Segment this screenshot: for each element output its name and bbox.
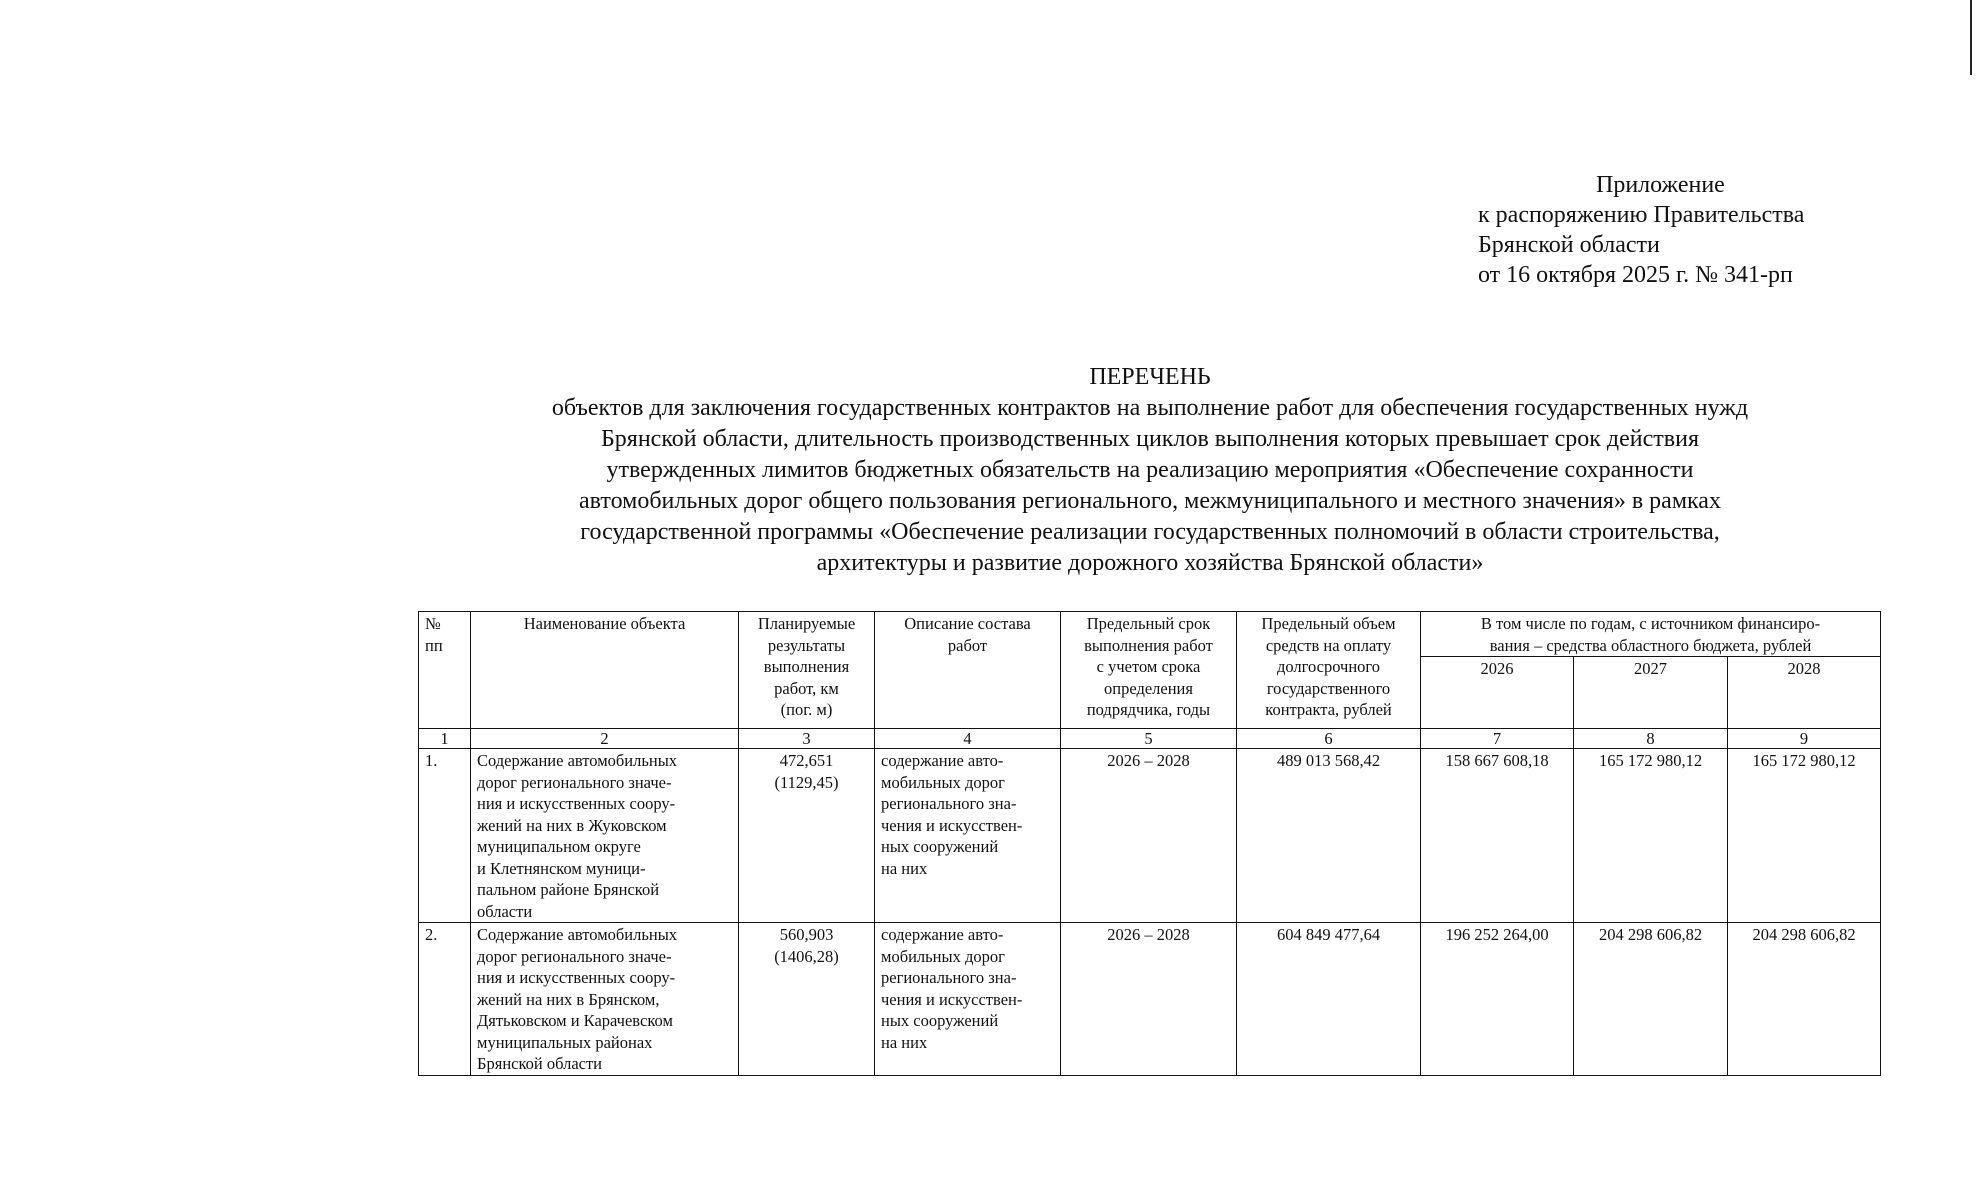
- row-work-description: содержание авто- мобильных дорог регионального зна- чения и искусствен- ных сооружений на них: [875, 749, 1061, 923]
- column-number: 7: [1421, 729, 1574, 749]
- header-year-2026: 2026: [1421, 657, 1574, 729]
- row-year-2027: 204 298 606,82: [1574, 923, 1728, 1076]
- header-planned: Планируемые результаты выполнения работ, км (пог. м): [739, 612, 875, 729]
- row-num: 2.: [419, 923, 471, 1076]
- row-volume: 604 849 477,64: [1237, 923, 1421, 1076]
- row-deadline: 2026 – 2028: [1061, 749, 1237, 923]
- document-title: ПЕРЕЧЕНЬ: [1089, 364, 1211, 390]
- header-description: Описание состава работ: [875, 612, 1061, 729]
- column-number: 1: [419, 729, 471, 749]
- table-header-row: [419, 612, 1881, 657]
- column-number: 9: [1728, 729, 1881, 749]
- header-deadline: Предельный срок выполнения работ с учетом срока определения подрядчика, годы: [1061, 612, 1237, 729]
- row-year-2026: 196 252 264,00: [1421, 923, 1574, 1076]
- scan-edge-line: [1970, 0, 1972, 75]
- column-number: 2: [471, 729, 739, 749]
- heading-line: архитектуры и развитие дорожного хозяйства Брянской области»: [816, 550, 1484, 576]
- appendix-date-number: от 16 октября 2025 г. № 341-рп: [1478, 262, 1793, 288]
- objects-table: [418, 611, 1881, 1076]
- header-year-2027: 2027: [1574, 657, 1728, 729]
- header-year-2028: 2028: [1728, 657, 1881, 729]
- row-year-2028: 204 298 606,82: [1728, 923, 1881, 1076]
- header-name: Наименование объекта: [471, 612, 739, 729]
- heading-line: автомобильных дорог общего пользования регионального, межмуниципального и местного значения» в рамках: [579, 488, 1721, 514]
- row-object-name: Содержание автомобильных дорог регионального значе- ния и искусственных соору- жений на них в Брянском, Дятьковском и Карачевском муниципальных районах Брянской области: [471, 923, 739, 1076]
- row-volume: 489 013 568,42: [1237, 749, 1421, 923]
- table-row: [419, 749, 1881, 923]
- heading-line: объектов для заключения государственных контрактов на выполнение работ для обеспечения государственных нужд: [551, 395, 1749, 421]
- column-number: 4: [875, 729, 1061, 749]
- column-numbers-row: [419, 729, 1881, 749]
- header-by-years: В том числе по годам, с источником финансиро- вания – средства областного бюджета, рублей: [1421, 612, 1881, 657]
- row-planned-results: 472,651 (1129,45): [739, 749, 875, 923]
- row-planned-results: 560,903 (1406,28): [739, 923, 875, 1076]
- row-year-2027: 165 172 980,12: [1574, 749, 1728, 923]
- heading-line: государственной программы «Обеспечение реализации государственных полномочий в области строительства,: [580, 519, 1720, 545]
- appendix-block: [1478, 170, 1804, 290]
- row-object-name: Содержание автомобильных дорог регионального значе- ния и искусственных соору- жений на них в Жуковском муниципальном округе и Клетнянском муници- пальном районе Брянской области: [471, 749, 739, 923]
- document-heading: [420, 362, 1880, 579]
- column-number: 6: [1237, 729, 1421, 749]
- appendix-line: Брянской области: [1478, 232, 1660, 258]
- header-volume: Предельный объем средств на оплату долгосрочного государственного контракта, рублей: [1237, 612, 1421, 729]
- heading-line: Брянской области, длительность производственных циклов выполнения которых превышает срок действия: [601, 426, 1699, 452]
- heading-line: утвержденных лимитов бюджетных обязательств на реализацию мероприятия «Обеспечение сохранности: [606, 457, 1694, 483]
- column-number: 8: [1574, 729, 1728, 749]
- column-number: 3: [739, 729, 875, 749]
- appendix-line: к распоряжению Правительства: [1478, 202, 1805, 228]
- header-num: № пп: [419, 612, 471, 729]
- appendix-title: Приложение: [1596, 172, 1725, 198]
- table-row: [419, 923, 1881, 1076]
- row-num: 1.: [419, 749, 471, 923]
- column-number: 5: [1061, 729, 1237, 749]
- row-year-2028: 165 172 980,12: [1728, 749, 1881, 923]
- row-deadline: 2026 – 2028: [1061, 923, 1237, 1076]
- row-year-2026: 158 667 608,18: [1421, 749, 1574, 923]
- row-work-description: содержание авто- мобильных дорог регионального зна- чения и искусствен- ных сооружений на них: [875, 923, 1061, 1076]
